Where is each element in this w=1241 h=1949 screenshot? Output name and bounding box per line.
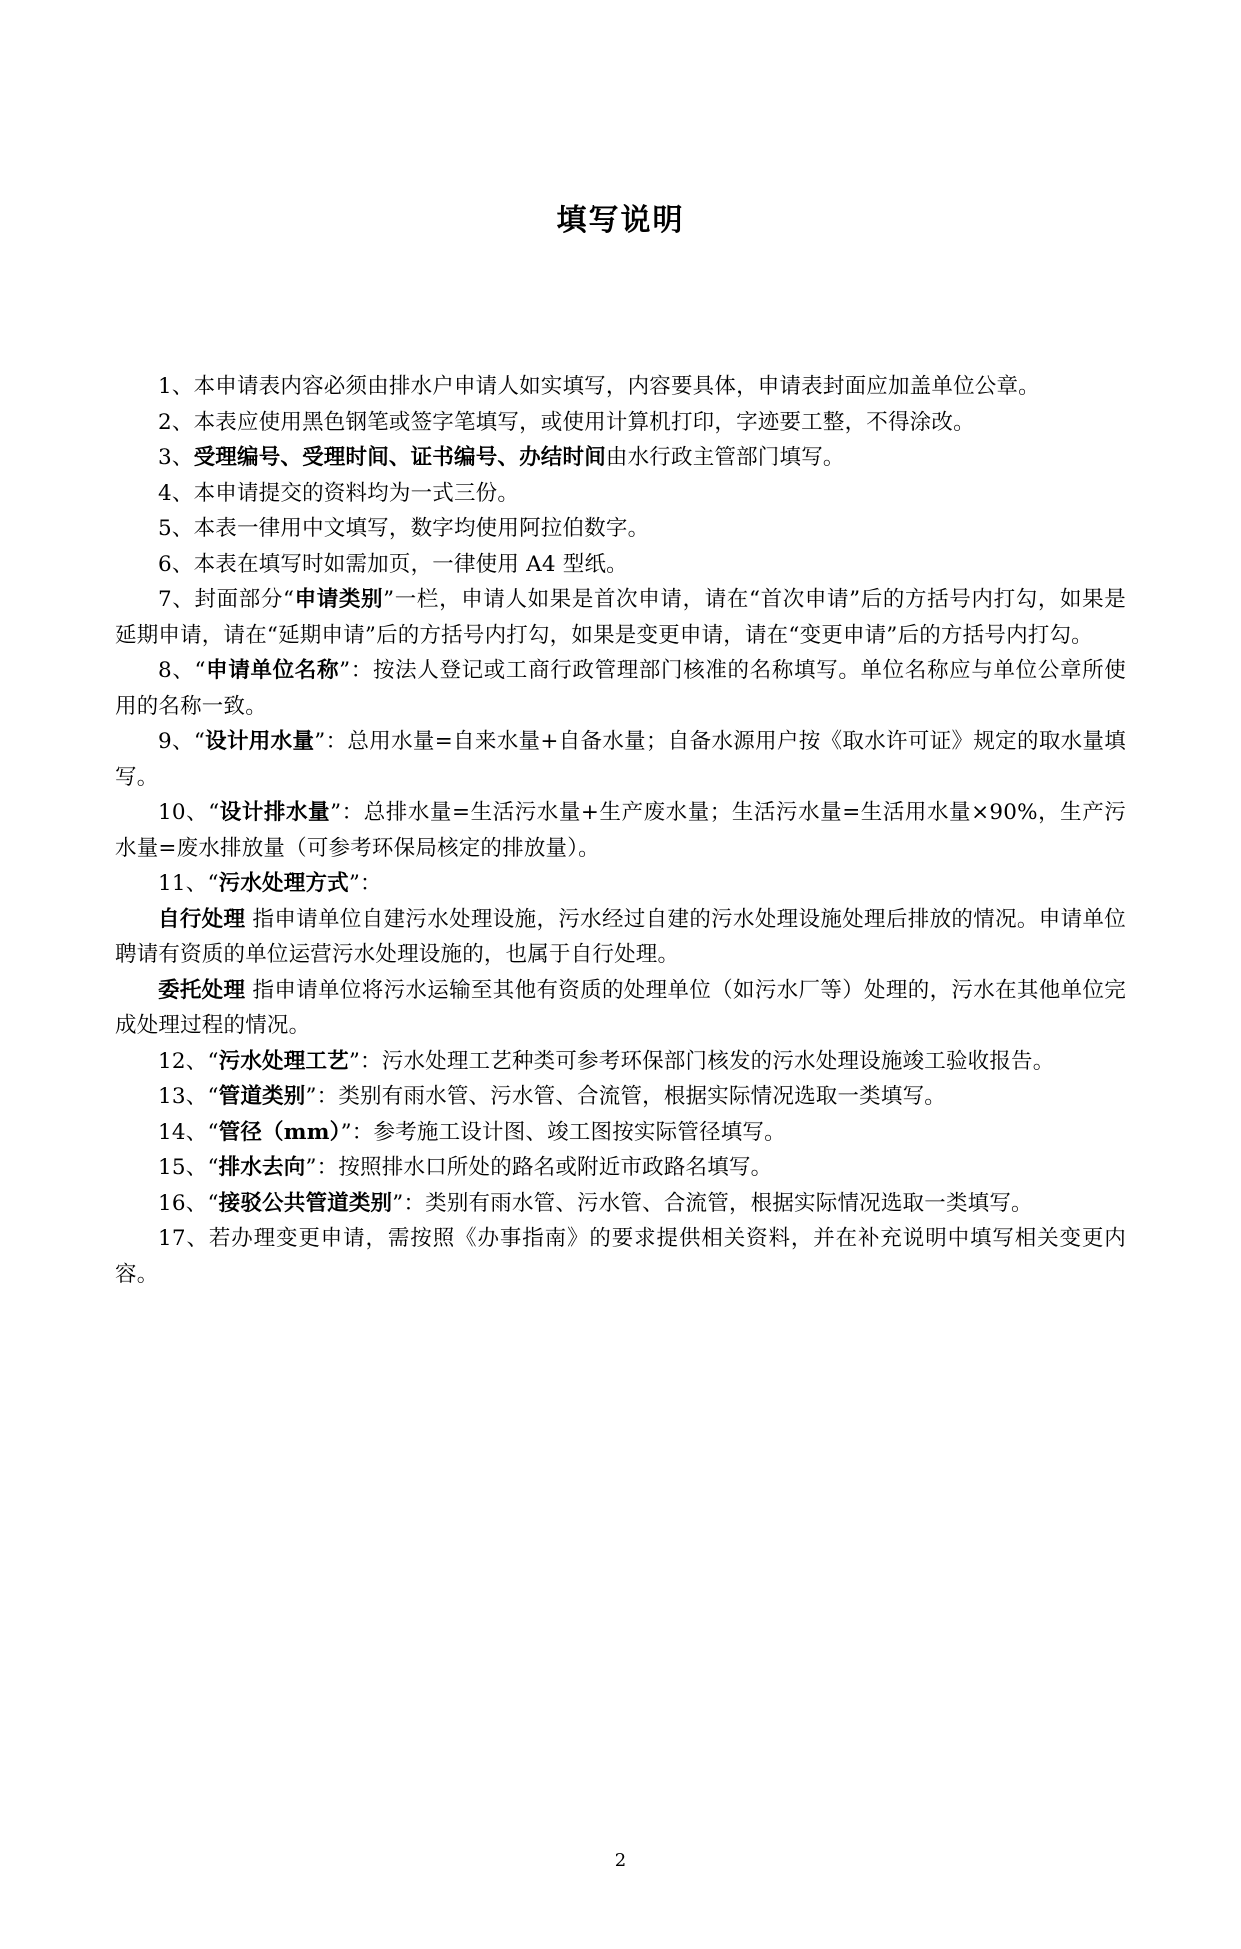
emphasis-text: 接驳公共管道类别 — [218, 1190, 393, 1216]
instruction-paragraph — [115, 476, 1126, 512]
instruction-paragraph — [115, 724, 1126, 795]
body-text: 11、“ — [158, 871, 219, 896]
instruction-paragraph — [115, 1186, 1126, 1222]
body-text: ”：按照排水口所处的路名或附近市政路名填写。 — [305, 1155, 773, 1180]
body-text: ”： — [348, 871, 382, 896]
body-text: 8、“ — [158, 658, 206, 683]
page-number: 2 — [614, 1850, 627, 1871]
body-text: 1、本申请表内容必须由排水户申请人如实填写，内容要具体，申请表封面应加盖单位公章。 — [158, 374, 1040, 399]
instruction-paragraph — [115, 653, 1126, 724]
body-text: 14、“ — [158, 1119, 219, 1145]
body-text: 2、本表应使用黑色钢笔或签字笔填写，或使用计算机打印，字迹要工整，不得涂改。 — [158, 409, 975, 435]
instruction-paragraph — [115, 902, 1126, 973]
body-text: 15、“ — [158, 1155, 219, 1180]
document-page — [0, 195, 1241, 1949]
body-text: 指申请单位自建污水处理设施，污水经过自建的污水处理设施处理后排放的情况。申请单位聘请有资质的单位运营污水处理设施的，也属于自行处理。 — [115, 906, 1126, 967]
body-text: 9、“ — [158, 729, 206, 754]
body-text: 6、本表在填写时如需加页，一律使用 A4 型纸。 — [158, 551, 628, 577]
emphasis-text: 委托处理 — [158, 977, 246, 1003]
body-text: 7、封面部分“ — [158, 587, 295, 612]
instruction-paragraph — [115, 405, 1126, 441]
instruction-paragraph — [115, 1115, 1126, 1151]
instruction-paragraph — [115, 1150, 1126, 1186]
body-text: ”一栏，申请人如果是首次申请，请在“首次申请”后的方括号内打勾，如果是延期申请，请在“延期申请”后的方括号内打勾，如果是变更申请，请在“变更申请”后的方括号内打勾。 — [115, 587, 1126, 648]
body-text: 17、若办理变更申请，需按照《办事指南》的要求提供相关资料，并在补充说明中填写相关变更内容。 — [115, 1226, 1126, 1287]
instruction-paragraph — [115, 582, 1126, 653]
body-text: 5、本表一律用中文填写，数字均使用阿拉伯数字。 — [158, 516, 650, 541]
emphasis-text: 申请单位名称 — [205, 658, 340, 683]
emphasis-text: 申请类别 — [294, 587, 384, 612]
body-text: ”：按法人登记或工商行政管理部门核准的名称填写。单位名称应与单位公章所使用的名称一致。 — [115, 658, 1126, 719]
emphasis-text: 管径（mm） — [218, 1119, 341, 1145]
body-text: 指申请单位将污水运输至其他有资质的处理单位（如污水厂等）处理的，污水在其他单位完成处理过程的情况。 — [115, 977, 1126, 1038]
emphasis-text: 管道类别 — [218, 1084, 306, 1109]
instructions-body — [115, 369, 1126, 1292]
page-title: 填写说明 — [556, 203, 685, 238]
emphasis-text: 排水去向 — [218, 1155, 306, 1180]
body-text: ”：总用水量=自来水量+自备水量；自备水源用户按《取水许可证》规定的取水量填写。 — [115, 729, 1126, 790]
body-text: ”：参考施工设计图、竣工图按实际管径填写。 — [340, 1119, 786, 1145]
emphasis-text: 污水处理方式 — [218, 871, 349, 896]
body-text: ”：类别有雨水管、污水管、合流管，根据实际情况选取一类填写。 — [392, 1190, 1033, 1216]
emphasis-text: 设计用水量 — [205, 729, 315, 754]
instruction-paragraph — [115, 369, 1126, 405]
instruction-paragraph — [115, 511, 1126, 547]
body-text: ”：污水处理工艺种类可参考环保部门核发的污水处理设施竣工验收报告。 — [348, 1048, 1055, 1074]
instruction-paragraph — [115, 547, 1126, 583]
instruction-paragraph — [115, 440, 1126, 476]
body-text: 13、“ — [158, 1084, 219, 1109]
body-text: ”：总排水量=生活污水量+生产废水量；生活污水量=生活用水量×90%，生产污水量=废水排放量（可参考环保局核定的排放量）。 — [115, 800, 1126, 861]
instruction-paragraph — [115, 973, 1126, 1044]
emphasis-text: 设计排水量 — [219, 800, 331, 825]
body-text: 16、“ — [158, 1190, 219, 1216]
body-text: 12、“ — [158, 1048, 219, 1074]
body-text: 3、 — [158, 445, 194, 470]
emphasis-text: 污水处理工艺 — [218, 1048, 349, 1074]
body-text: 由水行政主管部门填写。 — [605, 445, 845, 470]
emphasis-text: 自行处理 — [158, 906, 246, 932]
instruction-paragraph — [115, 1044, 1126, 1080]
instruction-paragraph — [115, 866, 1126, 902]
instruction-paragraph — [115, 1221, 1126, 1292]
body-text: ”：类别有雨水管、污水管、合流管，根据实际情况选取一类填写。 — [305, 1084, 946, 1109]
body-text: 4、本申请提交的资料均为一式三份。 — [158, 480, 520, 506]
instruction-paragraph — [115, 795, 1126, 866]
instruction-paragraph — [115, 1079, 1126, 1115]
body-text: 10、“ — [158, 800, 220, 825]
emphasis-text: 受理编号、受理时间、证书编号、办结时间 — [193, 445, 606, 470]
